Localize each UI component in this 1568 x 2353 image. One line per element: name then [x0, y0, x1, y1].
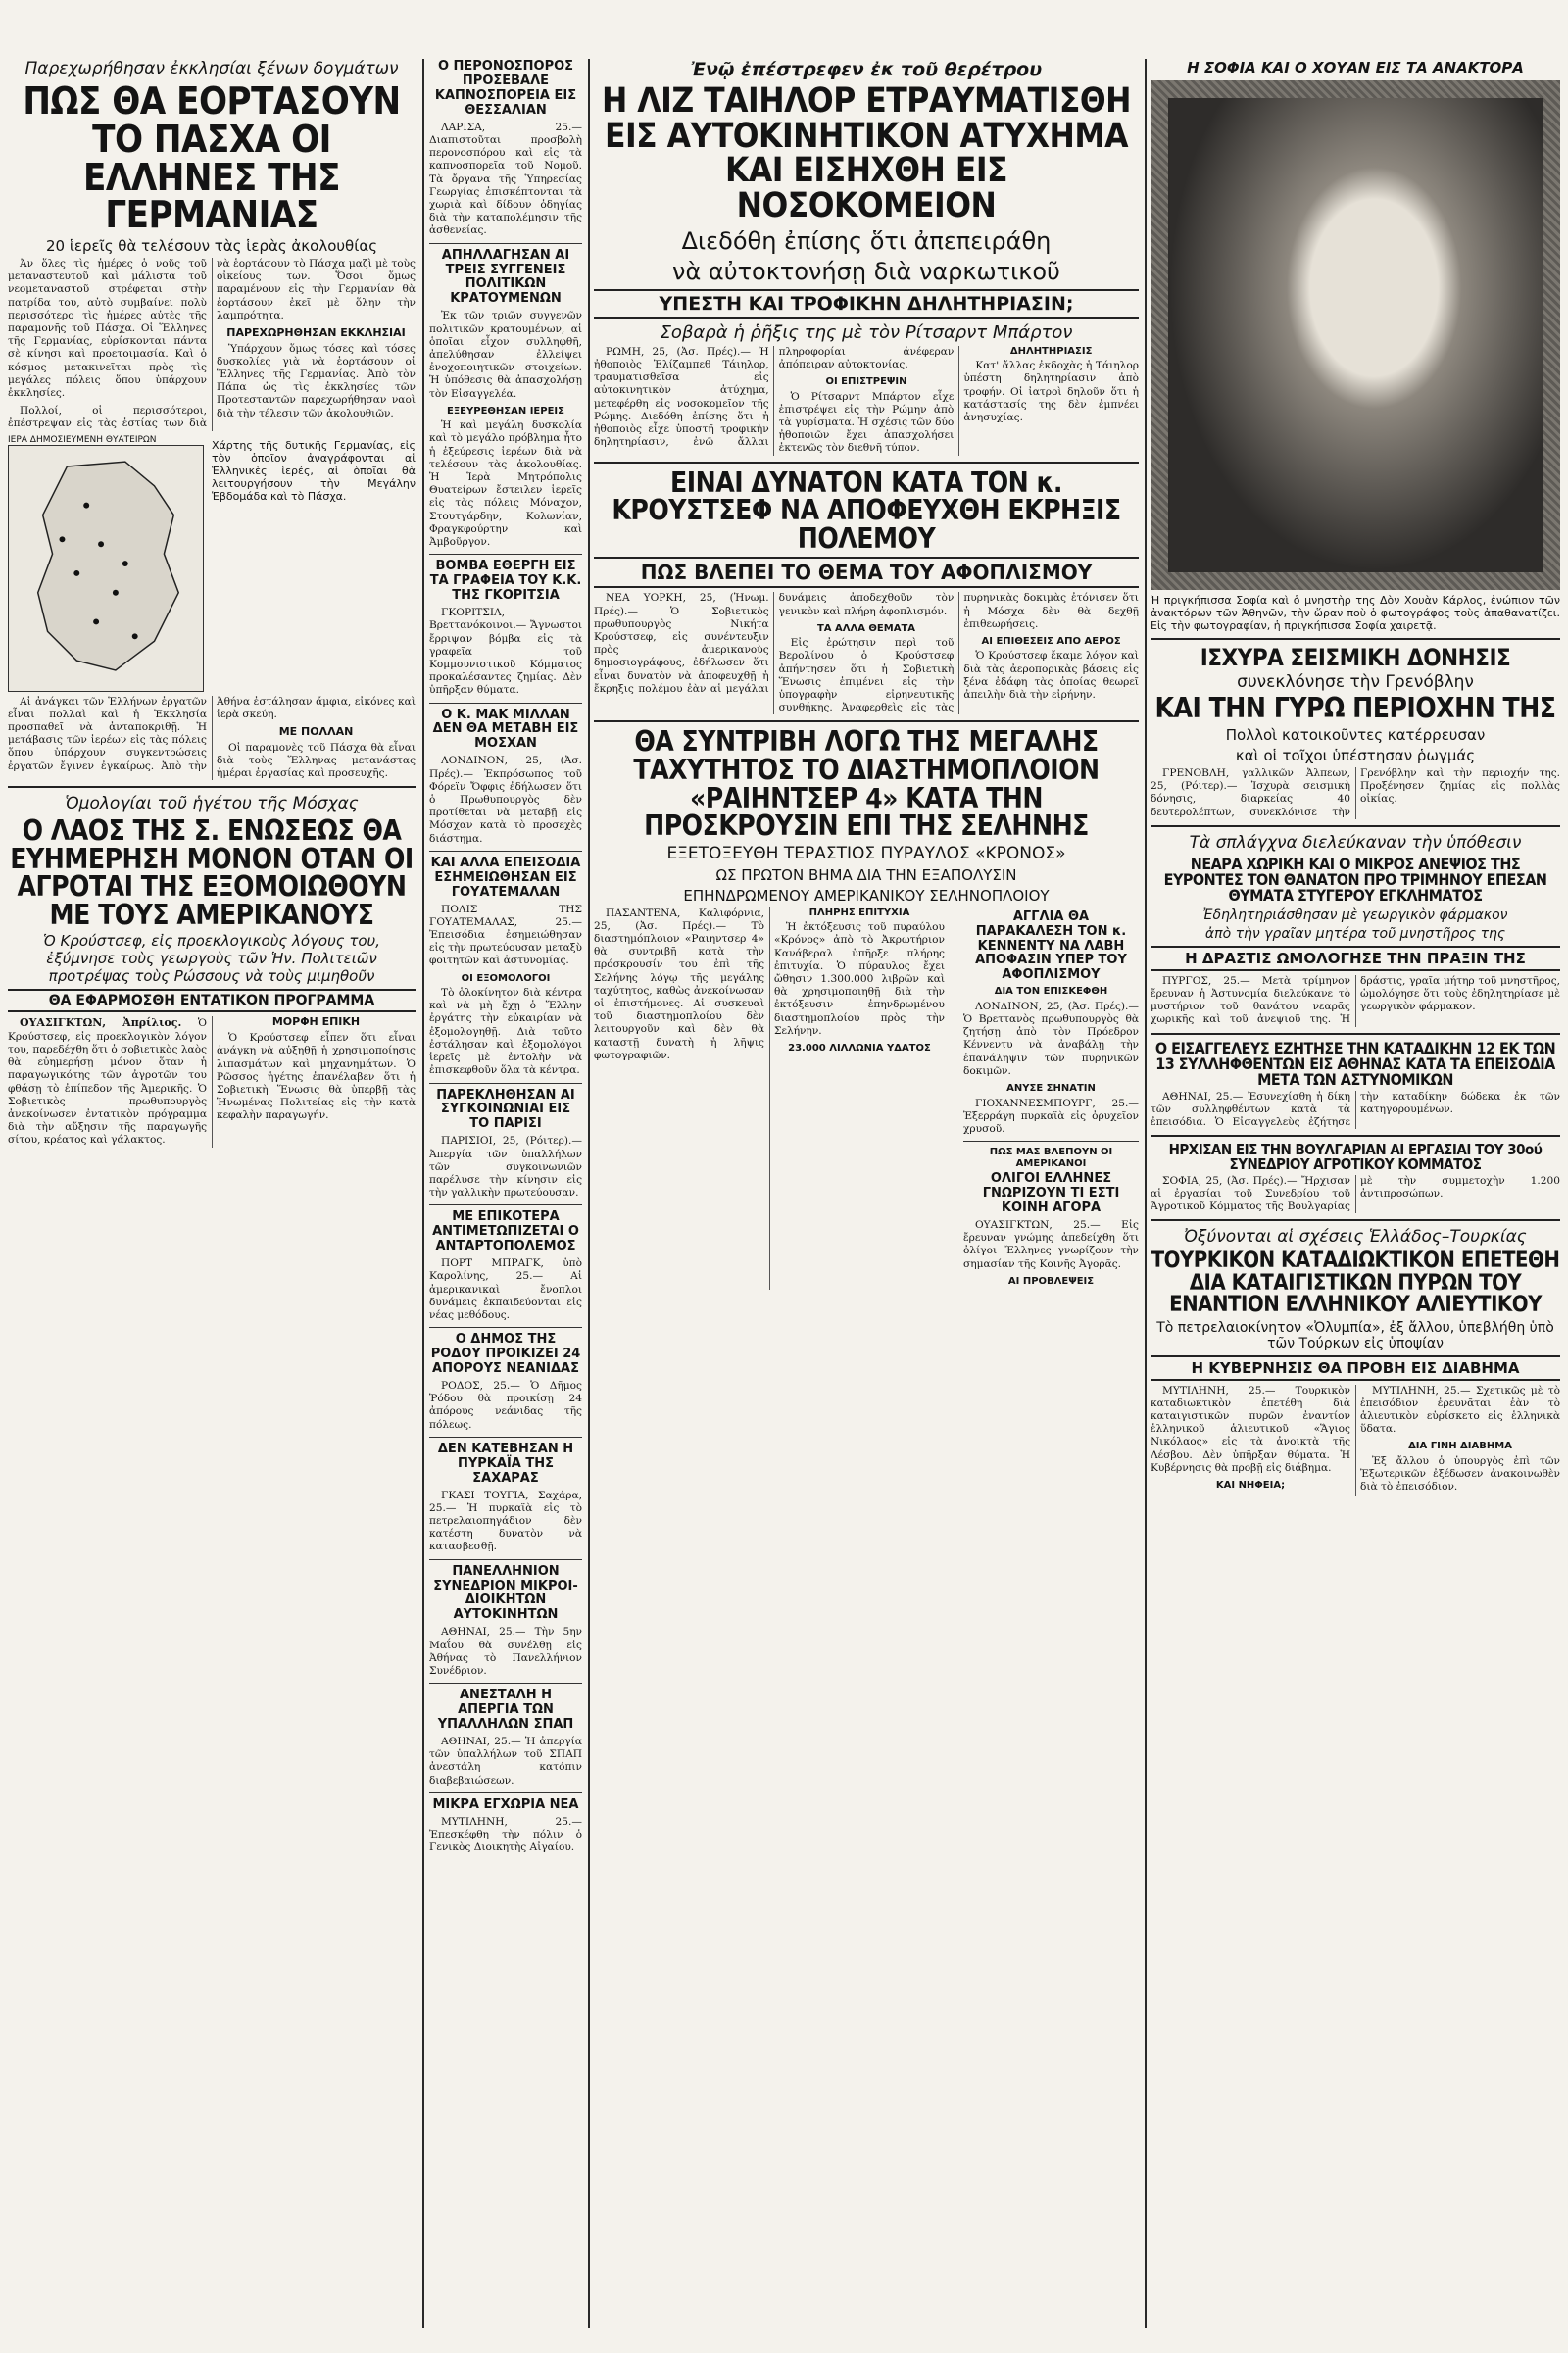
headline: ΜΙΚΡΑ ΕΓΧΩΡΙΑ ΝΕΑ	[432, 1796, 579, 1812]
headline: ΚΑΙ ΑΛΛΑ ΕΠΕΙΣΟΔΙΑ ΕΣΗΜΕΙΩΘΗΣΑΝ ΕΙΣ ΓΟΥΑΤΕΜΑΛΑΝ	[430, 855, 581, 900]
paragraph: Ὁ Κρούστσεφ ἔκαμε λόγον καὶ διὰ τὰς ἀεροπορικὰς βάσεις εἰς ξένα ἐδάφη τὰς ὁποίας θεωρεῖ ἀπειλὴν διὰ τὴν εἰρήνην.	[963, 650, 1139, 702]
section-banner: Η ΔΡΑΣΤΙΣ ΩΜΟΛΟΓΗΣΕ ΤΗΝ ΠΡΑΞΙΝ ΤΗΣ	[1151, 946, 1560, 971]
paragraph: ΣΟΦΙΑ, 25, (Ἀσ. Πρές).— Ἤρχισαν αἱ ἐργασίαι τοῦ Συνεδρίου τοῦ Ἀγροτικοῦ Κόμματος τῆς Βουλγαρίας μὲ τὴν συμμετοχὴν 1.200 ἀντιπροσώπων.	[1151, 1174, 1560, 1213]
paragraph: ΛΟΝΔΙΝΟΝ, 25, (Ἀσ. Πρές).— Ὁ Βρεττανὸς πρωθυπουργὸς θὰ ζητήσῃ ἀπὸ τὸν Πρόεδρον Κέννεντυ νὰ ἀναβάλῃ τὴν ἐπανάληψιν τῶν πυρηνικῶν δοκιμῶν.	[963, 1000, 1139, 1077]
paragraph: Πολλοί, οἱ περισσότεροι, ἐπέστρεψαν εἰς τὰς ἑστίας των διὰ νὰ ἑορτάσουν τὸ Πάσχα μαζὶ μὲ τοὺς οἰκείους των. Ὅσοι ὅμως παραμένουν εἰς τὴν Γερμανίαν θὰ ἑορτάσουν ἐκεῖ μὲ ὅλην τὴν λαμπρότητα.	[8, 258, 416, 430]
headline: ΒΟΜΒΑ ΕΘΕΡΓΗ ΕΙΣ ΤΑ ΓΡΑΦΕΙΑ ΤΟΥ Κ.Κ. ΤΗΣ ΓΚΟΡΙΤΣΙΑ	[429, 559, 582, 604]
headline-khrushchev-war: ΕΙΝΑΙ ΔΥΝΑΤΟΝ ΚΑΤΑ ΤΟΝ κ. ΚΡΟΥΣΤΣΕΦ ΝΑ ΑΠΟΦΕΥΧΘΗ ΕΚΡΗΞΙΣ ΠΟΛΕΜΟΥ	[612, 466, 1121, 555]
headline-turkish-fighter: ΤΟΥΡΚΙΚΟΝ ΚΑΤΑΔΙΩΚΤΙΚΟΝ ΕΠΕΤΕΘΗ ΔΙΑ ΚΑΤΑΙΓΙΣΤΙΚΩΝ ΠΥΡΩΝ ΤΟΥ ΕΝΑΝΤΙΟΝ ΕΛΛΗΝΙΚΟΥ ΑΛΙΕΥΤΙΚΟΥ	[1151, 1249, 1560, 1318]
paragraph: Οἱ παραμονὲς τοῦ Πάσχα θὰ εἶναι διὰ τοὺς Ἕλληνας μετανάστας ἡμέραι ἐργασίας καὶ προσευχῆς.	[217, 741, 416, 780]
section-heading: ΔΙΑ ΤΟΝ ΕΠΙΣΚΕΦΘΗ	[994, 986, 1108, 998]
photo-caption: Ἡ πριγκήπισσα Σοφία καὶ ὁ μνηστὴρ της Δὸν Χουὰν Κάρλος, ἐνώπιον τῶν ἀνακτόρων τῶν Ἀθηνῶν, τὴν ὥραν ποὺ ὁ φωτογράφος τοὺς ἀπαθανατίζει. Εἰς τὴν φωτογραφίαν, ἡ πριγκήπισσα Σοφία χαιρετᾷ.	[1151, 594, 1560, 632]
column-4	[1151, 57, 1560, 2333]
paragraph: Ὁ Κρούστσεφ εἶπεν ὅτι εἶναι ἀνάγκη νὰ αὐξηθῇ ἡ χρησιμοποίησις λιπασμάτων καὶ μηχανημάτων. Ὁ Ρῶσσος ἡγέτης ἐπανέλαβεν ὅτι ἡ Σοβιετικὴ Ἕνωσις θὰ ὑπερβῇ τὰς Ἡνωμένας Πολιτείας εἰς τὴν κατὰ κεφαλὴν παραγωγήν.	[217, 1032, 416, 1122]
headline: ΠΑΝΕΛΛΗΝΙΟΝ ΣΥΝΕΔΡΙΟΝ ΜΙΚΡΟΙ-ΔΙΟΙΚΗΤΩΝ ΑΥΤΟΚΙΝΗΤΩΝ	[433, 1563, 578, 1623]
subheadline: Τὸ πετρελαιοκίνητον «Ὀλυμπία», ἐξ ἄλλου, ὑπεβλήθη ὑπὸ τῶν Τούρκων εἰς ὑποψίαν	[1156, 1319, 1554, 1351]
paragraph: ΠΑΡΙΣΙΟΙ, 25, (Ρόιτερ).— Ἀπεργία τῶν ὑπαλλήλων τῶν συγκοινωνιῶν παρέλυσε τὴν κίνησιν εἰς τὴν γαλλικὴν πρωτεύουσαν.	[429, 1135, 582, 1200]
section-heading: ΜΟΡΦΗ ΕΠΙΚΗ	[271, 1015, 361, 1029]
headline: Ο ΠΕΡΟΝΟΣΠΟΡΟΣ ΠΡΟΣΕΒΑΛΕ ΚΑΠΝΟΣΠΟΡΕΙΑ ΕΙΣ ΘΕΣΣΑΛΙΑΝ	[434, 59, 577, 118]
map-caption: Χάρτης τῆς δυτικῆς Γερμανίας, εἰς τὸν ὁποῖον ἀναγράφονται αἱ Ἑλληνικὲς ἱερές, αἱ ὁποῖαι θὰ λειτουργήσουν τὴν Μεγάλην Ἑβδομάδα καὶ τὸ Πάσχα.	[212, 438, 416, 503]
article-body	[8, 1016, 416, 1147]
article-kicker: Ὀξύνονται αἱ σχέσεις Ἑλλάδος–Τουρκίας	[1184, 1227, 1527, 1248]
paragraph: Ἡ καὶ μεγάλη δυσκολία καὶ τὸ μεγάλο πρόβλημα ἦτο ἡ ἐξεύρεσις ἱερέων διὰ νὰ τελέσουν τὰς ἀκολουθίας. Ἡ Ἱερὰ Μητρόπολις Θυατείρων ἔστειλεν ἱερεῖς εἰς τὰς πόλεις Μόναχον, Στουτγάρδην, Κολωνίαν, Φραγκφούρτην καὶ Ἀμβοῦργον.	[429, 419, 582, 549]
subheadline: 20 ἱερεῖς θὰ τελέσουν τὰς ἱερὰς ἀκολουθίας	[45, 237, 378, 255]
subheadline: καὶ οἱ τοῖχοι ὑπέστησαν ῥωγμάς	[1235, 747, 1476, 765]
column-rule	[422, 59, 424, 2328]
headline: ΜΕ ΕΠΙΚΟΤΕΡΑ ΑΝΤΙΜΕΤΩΠΙΖΕΤΑΙ Ο ΑΝΤΑΡΤΟΠΟΛΕΜΟΣ	[432, 1209, 579, 1254]
section-heading: ΜΕ ΠΟΛΛΑΝ	[278, 725, 354, 739]
headline: ΟΛΙΓΟΙ ΕΛΛΗΝΕΣ ΓΝΩΡΙΖΟΥΝ ΤΙ ΕΣΤΙ ΚΟΙΝΗ ΑΓΟΡΑ	[982, 1171, 1120, 1216]
paragraph: ΟΥΑΣΙΓΚΤΩΝ, 25.— Εἰς ἔρευναν γνώμης ἀπεδείχθη ὅτι ὀλίγοι Ἕλληνες γνωρίζουν τὴν σημασίαν τῆς Κοινῆς Ἀγορᾶς.	[963, 1218, 1139, 1270]
photo-title: Η ΣΟΦΙΑ ΚΑΙ Ο ΧΟΥΑΝ ΕΙΣ ΤΑ ΑΝΑΚΤΟΡΑ	[1187, 59, 1524, 76]
section-heading: ΠΑΡΕΧΩΡΗΘΗΣΑΝ ΕΚΚΛΗΣΙΑΙ	[226, 326, 406, 340]
article-kicker: Παρεχωρήθησαν ἐκκλησίαι ξένων δογμάτων	[24, 59, 399, 78]
subheadline: Ὁ Κρούστσεφ, εἰς προεκλογικοὺς λόγους του, ἐξύμνησε τοὺς γεωργοὺς τῶν Ἡν. Πολιτειῶν προτρέψας τοὺς Ρώσσους νὰ τοὺς μιμηθοῦν	[42, 932, 380, 986]
subheadline: Πολλοὶ κατοικοῦντες κατέρρευσαν	[1225, 726, 1486, 745]
section-heading: 23.000 ΛΙΛΛΩΝΙΑ ΥΔΑΤΟΣ	[788, 1042, 931, 1054]
section-banner: ΠΩΣ ΒΛΕΠΕΙ ΤΟ ΘΕΜΑ ΤΟΥ ΑΦΟΠΛΙΣΜΟΥ	[594, 557, 1139, 588]
article-body	[594, 346, 1139, 456]
article-kicker: Ἐνῷ ἐπέστρεφεν ἐκ τοῦ θερέτρου	[690, 59, 1043, 80]
article-kicker: Τὰ σπλάγχνα διελεύκαναν τὴν ὑπόθεσιν	[1189, 832, 1522, 853]
paragraph: ΓΡΕΝΟΒΛΗ, γαλλικῶν Ἀλπεων, 25, (Ρόιτερ).— Ἰσχυρὰ σεισμικὴ δόνησις, διαρκείας 40 δευτερολέπτων, συνεκλόνισε τὴν Γρενόβλην καὶ τὴν περιοχήν της. Προξένησεν ζημίας εἰς πολλὰς οἰκίας.	[1151, 767, 1560, 818]
paragraph: Τὸ ὁλοκίνητον διὰ κέντρα καὶ νὰ μὴ ἔχῃ ὁ Ἕλλην ἐργάτης τὴν εὐκαιρίαν νὰ ἐξομολογηθῇ. Διὰ τοῦτο ἐστάλησαν καὶ ἐξομολόγοι ἱερεῖς μὲ ἐντολὴν νὰ ἐπισκεφθοῦν ὅλα τὰ κέντρα.	[429, 987, 582, 1077]
subheadline: συνεκλόνησε τὴν Γρενόβλην	[1237, 672, 1474, 693]
paragraph: Ἐξ ἄλλου ὁ ὑπουργὸς ἐπὶ τῶν Ἐξωτερικῶν ἐξέδωσεν ἀνακοινωθὲν διὰ τὸ ἐπεισόδιον.	[1360, 1454, 1560, 1494]
paragraph: Ἡ ἐκτόξευσις τοῦ πυραύλου «Κρόνος» ἀπὸ τὸ Ἀκρωτήριον Κανάβεραλ ὑπῆρξε πλήρης ἐπιτυχία. Ὁ πύραυλος ἔχει ὤθησιν 1.300.000 λιβρῶν καὶ θὰ χρησιμοποιηθῇ διὰ τὴν ἐκτόξευσιν ἐπηνδρωμένου διαστημοπλοίου πρὸς τὴν Σελήνην.	[774, 921, 945, 1037]
section-heading: ΑΙ ΕΠΙΘΕΣΕΙΣ ΑΠΟ ΑΕΡΟΣ	[981, 635, 1121, 647]
paragraph: ΛΑΡΙΣΑ, 25.— Διαπιστοῦται προσβολὴ περονοσπόρου καὶ εἰς τὰ καπνοσπορεῖα τοῦ Νομοῦ. Τὰ ὄργανα τῆς Ὑπηρεσίας Γεωργίας ἐπισκέπτονται τὰ χωριὰ καὶ δίδουν ὁδηγίας διὰ τὴν καταπολέμησιν τῆς ἀσθενείας.	[429, 121, 582, 237]
paragraph: ΜΥΤΙΛΗΝΗ, 25.— Ἐπεσκέφθη τὴν πόλιν ὁ Γενικὸς Διοικητὴς Αἰγαίου.	[429, 1815, 582, 1854]
subheadline: ΩΣ ΠΡΩΤΟΝ ΒΗΜΑ ΔΙΑ ΤΗΝ ΕΞΑΠΟΛΥΣΙΝ	[715, 865, 1017, 884]
article-body	[594, 592, 1139, 714]
paragraph: Ὑπάρχουν ὅμως τόσες καὶ τόσες δυσκολίες γιὰ νὰ ἑορτάσουν οἱ Ἕλληνες τῆς Γερμανίας. Ἀπὸ τὸν Πάπα ὡς τὶς ἐκκλησίες τῶν Προτεσταντῶν παρεχωρήθησαν ναοὶ διὰ τὴν τέλεσιν τῶν ἀκολουθιῶν.	[217, 342, 416, 419]
article-body	[1151, 1175, 1560, 1214]
headline: ΠΑΡΕΚΛΗΘΗΣΑΝ ΑΙ ΣΥΓΚΟΙΝΩΝΙΑΙ ΕΙΣ ΤΟ ΠΑΡΙΣΙ	[436, 1087, 575, 1132]
section-banner: ΥΠΕΣΤΗ ΚΑΙ ΤΡΟΦΙΚΗΝ ΔΗΛΗΤΗΡΙΑΣΙΝ;	[594, 289, 1139, 319]
article-body	[1151, 767, 1560, 819]
section-heading: ΕΞΕΥΡΕΘΗΣΑΝ ΙΕΡΕΙΣ	[447, 405, 564, 417]
headline: ΔΕΝ ΚΑΤΕΒΗΣΑΝ Η ΠΥΡΚΑΪΑ ΤΗΣ ΣΑΧΑΡΑΣ	[437, 1441, 574, 1486]
dateline: ΟΥΑΣΙΓΚΤΩΝ, Ἀπρίλιος.	[20, 1016, 182, 1030]
paragraph: ΠΥΡΓΟΣ, 25.— Μετὰ τρίμηνον ἔρευναν ἡ Ἀστυνομία διελεύκανε τὸ μυστήριον τοῦ θανάτου νεαρᾶς χωρικῆς καὶ τοῦ ἀνεψιοῦ της. Ἡ δράστις, γραῖα μήτηρ τοῦ μνηστῆρος, ὡμολόγησε ὅτι τοὺς ἐδηλητηρίασε μὲ γεωργικὸν φάρμακον.	[1151, 974, 1560, 1026]
article-body	[1151, 1385, 1560, 1496]
photo-sofia-juan-carlos	[1151, 80, 1560, 590]
paragraph: ΠΟΛΙΣ ΤΗΣ ΓΟΥΑΤΕΜΑΛΑΣ, 25.— Ἐπεισόδια ἐσημειώθησαν εἰς τὴν πρωτεύουσαν μεταξὺ φοιτητῶν καὶ ἀστυνομίας.	[429, 903, 582, 967]
subheadline: Ἐδηλητηριάσθησαν μὲ γεωργικὸν φάρμακον	[1202, 907, 1508, 923]
section-heading: ΑΙ ΠΡΟΒΛΕΨΕΙΣ	[1007, 1275, 1095, 1287]
headline: ΑΝΕΣΤΑΛΗ Η ΑΠΕΡΓΙΑ ΤΩΝ ΥΠΑΛΛΗΛΩΝ ΣΠΑΠ	[437, 1688, 574, 1733]
column-rule	[1145, 59, 1147, 2328]
paragraph: ΛΟΝΔΙΝΟΝ, 25, (Ἀσ. Πρές).— Ἐκπρόσωπος τοῦ Φόρεϊν Ὄφφις ἐδήλωσεν ὅτι ὁ Πρωθυπουργὸς δὲν προτίθεται νὰ μεταβῇ εἰς Μόσχαν κατὰ τὸ προσεχὲς διάστημα.	[429, 755, 582, 845]
subheadline: ΕΠΗΝΔΡΩΜΕΝΟΥ ΑΜΕΡΙΚΑΝΙΚΟΥ ΣΕΛΗΝΟΠΛΟΙΟΥ	[683, 886, 1050, 905]
section-heading: ΑΝΥΣΕ ΣΗΝΑΤΙΝ	[1006, 1083, 1096, 1095]
column-1	[8, 57, 416, 2333]
section-heading: ΟΙ ΕΠΙΣΤΡΕΨΙΝ	[825, 376, 907, 388]
subheadline: ἀπὸ τὴν γραῖαν μητέρα τοῦ μνηστῆρος της	[1204, 925, 1506, 942]
paragraph: ΜΥΤΙΛΗΝΗ, 25.— Σχετικῶς μὲ τὸ ἐπεισόδιον ἐρευνᾶται ἐὰν τὸ ἁλιευτικὸν εὑρίσκετο εἰς ἑλληνικὰ ὕδατα.	[1360, 1384, 1560, 1436]
headline-liz-taylor: Η ΛΙΖ ΤΑΙΗΛΟΡ ΕΤΡΑΥΜΑΤΙΣΘΗ ΕΙΣ ΑΥΤΟΚΙΝΗΤΙΚΟΝ ΑΤΥΧΗΜΑ ΚΑΙ ΕΙΣΗΧΘΗ ΕΙΣ ΝΟΣΟΚΟΜΕΙΟΝ	[601, 81, 1131, 226]
map-of-germany	[8, 445, 204, 692]
article-body	[8, 696, 416, 781]
article-body	[1151, 975, 1560, 1027]
paragraph: Κατ' ἄλλας ἐκδοχὰς ἡ Τάιηλορ ὑπέστη δηλητηρίασιν ἀπὸ τροφήν. Οἱ ἰατροὶ δηλοῦν ὅτι ἡ κατάστασίς της δὲν ἐμπνέει ἀνησυχίας.	[963, 360, 1139, 424]
column-2	[429, 57, 582, 2333]
paragraph: ΠΑΣΑΝΤΕΝΑ, Καλιφόρνια, 25, (Ἀσ. Πρές).— Τὸ διαστημόπλοιον «Ραιηντσερ 4» θὰ συντριβῇ κατὰ τὴν πρόσκρουσίν του ἐπὶ τῆς Σελήνης λόγῳ τῆς μεγάλης ταχύτητος, καθὼς ἀνεκοίνωσαν οἱ ἐπιστήμονες. Αἱ συσκευαὶ τοῦ διαστημοπλοίου δὲν λειτουργοῦν καὶ δὲν θὰ καταστῇ δυνατὴ ἡ λῆψις φωτογραφιῶν.	[594, 907, 764, 1061]
article-body	[594, 907, 945, 1291]
paragraph: Αἱ ἀνάγκαι τῶν Ἑλλήνων ἐργατῶν εἶναι πολλαὶ καὶ ἡ Ἐκκλησία προσπαθεῖ νὰ ἀνταποκριθῇ. Ἡ μετάβασις τῶν ἱερέων εἰς τὰς πόλεις ὅπου ὑπάρχουν συγκεντρώσεις ἐργατῶν ἔγινεν ἐγκαίρως. Ἀπὸ τὴν Ἀθήνα ἐστάλησαν ἄμφια, εἰκόνες καὶ ἱερὰ σκεύη.	[8, 695, 416, 772]
paragraph: ΝΕΑ ΥΟΡΚΗ, 25, (Ἡνωμ. Πρές).— Ὁ Σοβιετικὸς πρωθυπουργὸς Νικήτα Κρούστσεφ, εἰς συνέντευξιν πρὸς ἀμερικανοὺς δημοσιογράφους, ἐδήλωσεν ὅτι εἶναι δυνατὸν νὰ ἀποφευχθῇ ἡ ἔκρηξις πολέμου ἐὰν αἱ μεγάλαι δυνάμεις ἀποδεχθοῦν τὸν γενικὸν καὶ πλήρη ἀφοπλισμόν.	[594, 592, 955, 695]
map-label: ΙΕΡΑ ΔΗΜΟΣΙΕΥΜΕΝΗ ΘΥΑΤΕΙΡΩΝ	[8, 434, 157, 445]
paragraph: ΓΙΟΧΑΝΝΕΣΜΠΟΥΡΓ, 25.— Ἐξερράγη πυρκαϊὰ εἰς ὀρυχεῖον χρυσοῦ.	[963, 1097, 1139, 1135]
headline-khrushchev-farmers: Ο ΛΑΟΣ ΤΗΣ Σ. ΕΝΩΣΕΩΣ ΘΑ ΕΥΗΜΕΡΗΣΗ ΜΟΝΟΝ ΟΤΑΝ ΟΙ ΑΓΡΟΤΑΙ ΤΗΣ ΕΞΟΜΟΙΩΘΟΥΝ ΜΕ ΤΟΥΣ ΑΜΕΡΙΚΑΝΟΥΣ	[10, 814, 414, 931]
headline: Ο ΕΙΣΑΓΓΕΛΕΥΣ ΕΖΗΤΗΣΕ ΤΗΝ ΚΑΤΑΔΙΚΗΝ 12 ΕΚ ΤΩΝ 13 ΣΥΛΛΗΦΘΕΝΤΩΝ ΕΙΣ ΑΘΗΝΑΣ ΚΑΤΑ ΤΑ ΕΠΕΙΣΟΔΙΑ ΜΕΤΑ ΤΩΝ ΑΣΤΥΝΟΜΙΚΩΝ	[1154, 1038, 1556, 1090]
section-heading: ΠΛΗΡΗΣ ΕΠΙΤΥΧΙΑ	[808, 907, 910, 918]
headline-ranger-4: ΘΑ ΣΥΝΤΡΙΒΗ ΛΟΓΩ ΤΗΣ ΜΕΓΑΛΗΣ ΤΑΧΥΤΗΤΟΣ ΤΟ ΔΙΑΣΤΗΜΟΠΛΟΙΟΝ «ΡΑΙΗΝΤΣΕΡ 4» ΚΑΤΑ ΤΗΝ ΠΡΟΣΚΡΟΥΣΙΝ ΕΠΙ ΤΗΣ ΣΕΛΗΝΗΣ	[633, 725, 1100, 843]
article-kicker: Ὁμολογίαι τοῦ ἡγέτου τῆς Μόσχας	[65, 794, 359, 814]
subheadline: ΕΞΕΤΟΞΕΥΘΗ ΤΕΡΑΣΤΙΟΣ ΠΥΡΑΥΛΟΣ «ΚΡΟΝΟΣ»	[666, 843, 1066, 863]
subheadline: Σοβαρὰ ἡ ῥῆξις της μὲ τὸν Ρίτσαρντ Μπάρτον	[660, 321, 1073, 343]
subheadline: Διεδόθη ἐπίσης ὅτι ἀπεπειράθη	[681, 226, 1052, 255]
section-heading: ΔΗΛΗΤΗΡΙΑΣΙΣ	[1009, 345, 1093, 357]
headline-greeks-germany: ΠΩΣ ΘΑ ΕΟΡΤΑΣΟΥΝ ΤΟ ΠΑΣΧΑ ΟΙ ΕΛΛΗΝΕΣ ΤΗΣ ΓΕΡΜΑΝΙΑΣ	[23, 79, 401, 237]
paragraph: ΑΘΗΝΑΙ, 25.— Τὴν 5ην Μαΐου θὰ συνέλθῃ εἰς Ἀθήνας τὸ Πανελλήνιον Συνέδριον.	[429, 1626, 582, 1677]
paragraph: ΜΥΤΙΛΗΝΗ, 25.— Τουρκικὸν καταδιωκτικὸν ἐπετέθη διὰ καταιγιστικῶν πυρῶν ἐναντίον ἑλληνικοῦ ἁλιευτικοῦ «Ἅγιος Νικόλαος» εἰς τὰ ἀνοικτὰ τῆς Λέσβου. Δὲν ὑπῆρξαν θύματα. Ἡ Κυβέρνησις θὰ προβῇ εἰς διάβημα.	[1151, 1384, 1350, 1474]
section-banner: ΘΑ ΕΦΑΡΜΟΣΘΗ ΕΝΤΑΤΙΚΟΝ ΠΡΟΓΡΑΜΜΑ	[8, 989, 416, 1012]
section-heading: ΟΙ ΕΞΟΜΟΛΟΓΟΙ	[461, 972, 551, 984]
paragraph: Ὁ Ρίτσαρντ Μπάρτον εἶχε ἐπιστρέψει εἰς τὴν Ρώμην ἀπὸ τὰ γυρίσματα. Ἡ σχέσις τῶν δύο ἠθοποιῶν ἔχει ἀπασχολήσει ἐκτενῶς τὸν διεθνῆ τύπον.	[778, 390, 955, 455]
paragraph: ΑΘΗΝΑΙ, 25.— Ἐσυνεχίσθη ἡ δίκη τῶν συλληφθέντων κατὰ τὰ ἐπεισόδια. Ὁ Εἰσαγγελεὺς ἐζήτησε τὴν καταδίκην δώδεκα ἐκ τῶν κατηγορουμένων.	[1151, 1090, 1560, 1128]
article-body	[8, 258, 416, 431]
section-heading: ΚΑΙ ΝΗΦΕΙΑ;	[1215, 1480, 1286, 1492]
section-banner: Η ΚΥΒΕΡΝΗΣΙΣ ΘΑ ΠΡΟΒΗ ΕΙΣ ΔΙΑΒΗΜΑ	[1151, 1355, 1560, 1381]
column-rule	[588, 59, 590, 2328]
section-heading: ΤΑ ΑΛΛΑ ΘΕΜΑΤΑ	[816, 622, 916, 634]
paragraph: ΠΟΡΤ ΜΠΡΑΓΚ, ὑπὸ Καρολίνης, 25.— Αἱ ἀμερικανικαὶ ἔνοπλοι δυνάμεις ἐκπαιδεύονται εἰς νέας μεθόδους.	[429, 1257, 582, 1321]
subheadline: νὰ αὐτοκτονήσῃ διὰ ναρκωτικοῦ	[672, 257, 1060, 285]
headline: ΚΑΙ ΤΗΝ ΓΥΡΩ ΠΕΡΙΟΧΗΝ ΤΗΣ	[1154, 692, 1556, 725]
headline: Ο Κ. ΜΑΚ ΜΙΛΛΑΝ ΔΕΝ ΘΑ ΜΕΤΑΒΗ ΕΙΣ ΜΟΣΧΑΝ	[432, 707, 579, 752]
paragraph: Ἀν ὅλες τὶς ἡμέρες ὁ νοῦς τοῦ μεταναστευτοῦ καὶ μάλιστα τοῦ νεομεταναστοῦ στρέφεται στὴν πατρίδα του, αὐτὸ συμβαίνει πολὺ περισσότερο τὶς ἡμέρες αὐτὲς τῆς παραμονῆς τοῦ Πάσχα. Οἱ Ἕλληνες τῆς Γερμανίας, εὑρίσκονται πάντα σὲ κίνησι καὶ προετοιμασία. Καὶ ὁ κόσμος μετακινεῖται πρὸς τὶς μεγάλες πόλεις ὅπου ὑπάρχουν ἐκκλησίες.	[8, 258, 207, 400]
paragraph: ΡΟΔΟΣ, 25.— Ὁ Δῆμος Ῥόδου θὰ προικίσῃ 24 ἀπόρους νεάνιδας τῆς πόλεως.	[429, 1379, 582, 1431]
column-3	[594, 57, 1139, 2333]
paragraph: Εἰς ἐρώτησιν περὶ τοῦ Βερολίνου ὁ Κρούστσεφ ἀπήντησεν ὅτι ἡ Σοβιετικὴ Ἕνωσις ἐπιμένει εἰς τὴν ὑπογραφὴν εἰρηνευτικῆς συνθήκης. Ἀναφερθεὶς εἰς τὰς πυρηνικὰς δοκιμὰς ἐτόνισεν ὅτι ἡ Μόσχα δὲν θὰ δεχθῇ ἐπιθεωρήσεις.	[778, 592, 1139, 714]
headline: ΑΓΓΛΙΑ ΘΑ ΠΑΡΑΚΑΛΕΣΗ ΤΟΝ κ. ΚΕΝΝΕΝΤΥ ΝΑ ΛΑΒΗ ΑΠΟΦΑΣΙΝ ΥΠΕΡ ΤΟΥ ΑΦΟΠΛΙΣΜΟΥ	[975, 908, 1127, 983]
headline-poisoning: ΝΕΑΡΑ ΧΩΡΙΚΗ ΚΑΙ Ο ΜΙΚΡΟΣ ΑΝΕΨΙΟΣ ΤΗΣ ΕΥΡΟΝΤΕΣ ΤΟΝ ΘΑΝΑΤΟΝ ΠΡΟ ΤΡΙΜΗΝΟΥ ΕΠΕΣΑΝ ΘΥΜΑΤΑ ΣΤΥΓΕΡΟΥ ΕΓΚΛΗΜΑΤΟΣ	[1163, 854, 1547, 906]
paragraph: Ἐκ τῶν τριῶν συγγενῶν πολιτικῶν κρατουμένων, αἱ ὁποῖαι εἶχον συλληφθῆ, ἀπελύθησαν ἐλλείψει ἐνοχοποιητικῶν στοιχείων. Ἡ ὑπόθεσις θὰ ἀπασχολήσῃ τὸν Εἰσαγγελέα.	[429, 310, 582, 400]
headline-earthquake: ΙΣΧΥΡΑ ΣΕΙΣΜΙΚΗ ΔΟΝΗΣΙΣ	[1200, 644, 1511, 671]
section-heading: ΔΙΑ ΓΙΝΗ ΔΙΑΒΗΜΑ	[1408, 1441, 1512, 1452]
headline: ΗΡΧΙΣΑΝ ΕΙΣ ΤΗΝ ΒΟΥΛΓΑΡΙΑΝ ΑΙ ΕΡΓΑΣΙΑΙ ΤΟΥ 30ού ΣΥΝΕΔΡΙΟΥ ΑΓΡΟΤΙΚΟΥ ΚΟΜΜΑΤΟΣ	[1168, 1141, 1543, 1174]
paragraph: ΑΘΗΝΑΙ, 25.— Ἡ ἀπεργία τῶν ὑπαλλήλων τοῦ ΣΠΑΠ ἀνεστάλη κατόπιν διαβεβαιώσεων.	[429, 1735, 582, 1787]
headline: ΑΠΗΛΛΑΓΗΣΑΝ ΑΙ ΤΡΕΙΣ ΣΥΓΓΕΝΕΙΣ ΠΟΛΙΤΙΚΩΝ ΚΡΑΤΟΥΜΕΝΩΝ	[441, 247, 570, 307]
paragraph: Ὁ Κρούστσεφ, εἰς προεκλογικὸν λόγον του, παρεδέχθη ὅτι ὁ σοβιετικὸς λαὸς θὰ εὐημερήσῃ μόνον ὅταν ἡ παραγωγικότης τῶν ἀγροτῶν του φθάσῃ τὸ ἐπίπεδον τῆς Ἀμερικῆς. Ὁ Σοβιετικὸς πρωθυπουργὸς ἀνεκοίνωσεν ἐντατικὸν πρόγραμμα διὰ τὴν αὔξησιν τῆς παραγωγῆς σίτου, κρέατος καὶ γάλακτος.	[8, 1017, 207, 1147]
section-heading: ΠΩΣ ΜΑΣ ΒΛΕΠΟΥΝ ΟΙ ΑΜΕΡΙΚΑΝΟΙ	[989, 1147, 1113, 1169]
paragraph: ΓΚΟΡΙΤΣΙΑ, Βρεττανόκοινοι.— Ἄγνωστοι ἔρριψαν βόμβα εἰς τὰ γραφεῖα τοῦ Κομμουνιστικοῦ Κόμματος προκαλέσαντες ζημίας. Δὲν ὑπῆρξαν θύματα.	[429, 607, 582, 697]
article-body	[1151, 1091, 1560, 1130]
paragraph: ΡΩΜΗ, 25, (Ἀσ. Πρές).— Ἡ ἠθοποιὸς Ἐλίζαμπεθ Τάιηλορ, τραυματισθεῖσα εἰς αὐτοκινητικὸν ἀτύχημα, μετεφέρθη εἰς νοσοκομεῖον τῆς Ρώμης. Διεδόθη ἐπίσης ὅτι ἡ ἠθοποιὸς εἶχε ὑποστῆ τροφικὴν δηλητηρίασιν, ἐνῶ ἄλλαι πληροφορίαι ἀνέφεραν ἀπόπειραν αὐτοκτονίας.	[594, 345, 955, 449]
headline: Ο ΔΗΜΟΣ ΤΗΣ ΡΟΔΟΥ ΠΡΟΙΚΙΖΕΙ 24 ΑΠΟΡΟΥΣ ΝΕΑΝΙΔΑΣ	[430, 1332, 581, 1377]
paragraph: ΓΚΑΣΙ ΤΟΥΓΙΑ, Σαχάρα, 25.— Ἡ πυρκαϊὰ εἰς τὸ πετρελαιοπηγάδιον δὲν κατέστη δυνατὸν νὰ κατασβεσθῇ.	[429, 1489, 582, 1553]
